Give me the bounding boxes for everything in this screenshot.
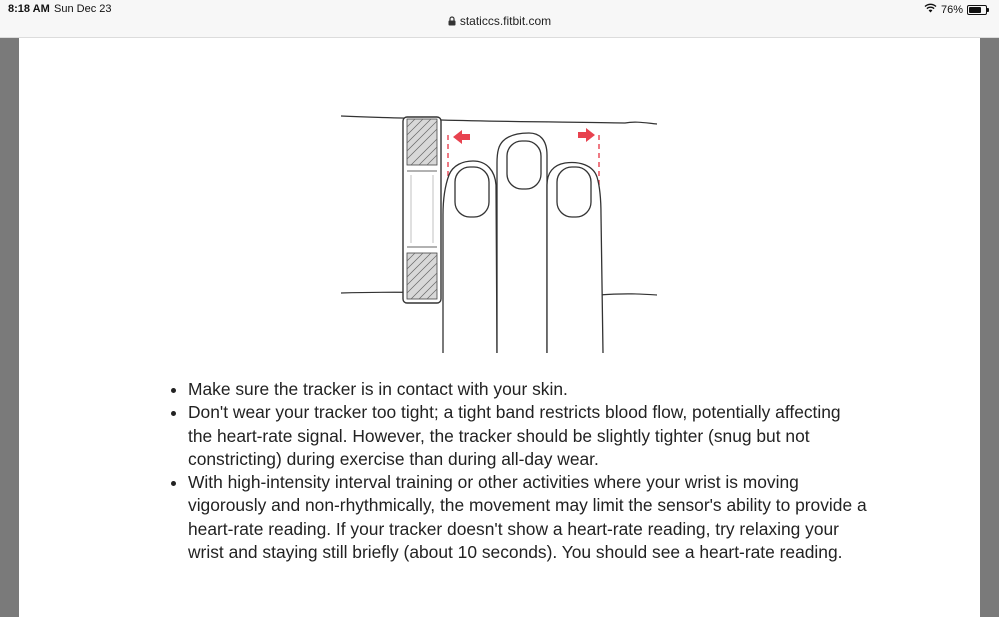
tip-text: With high-intensity interval training or other activities where your wrist is moving vigorously and non-rhythmically, the movement may limit the sensor's ability to provide a heart-rate reading. If your tracker doesn't show a heart-rate reading, try relaxing your wrist and staying still briefly (about 10 seconds). You should see a heart-rate reading. xyxy=(188,472,867,563)
browser-status-bar xyxy=(0,0,999,38)
tip-text: Make sure the tracker is in contact with your skin. xyxy=(188,379,568,399)
battery-icon xyxy=(967,5,987,15)
tip-text: Don't wear your tracker too tight; a tight band restricts blood flow, potentially affecting the heart-rate signal. However, the tracker should be slightly tighter (snug but not constricting) during exercise than during all-day wear. xyxy=(188,402,841,469)
clock-time: 8:18 AM xyxy=(8,3,50,15)
wrist-fit-diagram-icon xyxy=(341,113,661,353)
fit-tips-list xyxy=(169,378,869,564)
document-page xyxy=(19,38,980,617)
system-status xyxy=(924,3,987,16)
bullet-icon xyxy=(171,481,176,486)
list-item xyxy=(169,401,869,471)
list-item xyxy=(169,471,869,564)
bullet-icon xyxy=(171,388,176,393)
wifi-icon xyxy=(924,3,937,16)
list-item xyxy=(169,378,869,401)
lock-icon xyxy=(448,15,456,29)
battery-percent: 76% xyxy=(940,3,963,16)
url-text: staticcs.fitbit.com xyxy=(459,14,552,28)
battery-fill xyxy=(969,7,981,13)
address-bar[interactable] xyxy=(0,14,999,29)
clock-date: Sun Dec 23 xyxy=(54,3,112,15)
wrist-fit-diagram xyxy=(341,113,661,353)
bullet-icon xyxy=(171,411,176,416)
